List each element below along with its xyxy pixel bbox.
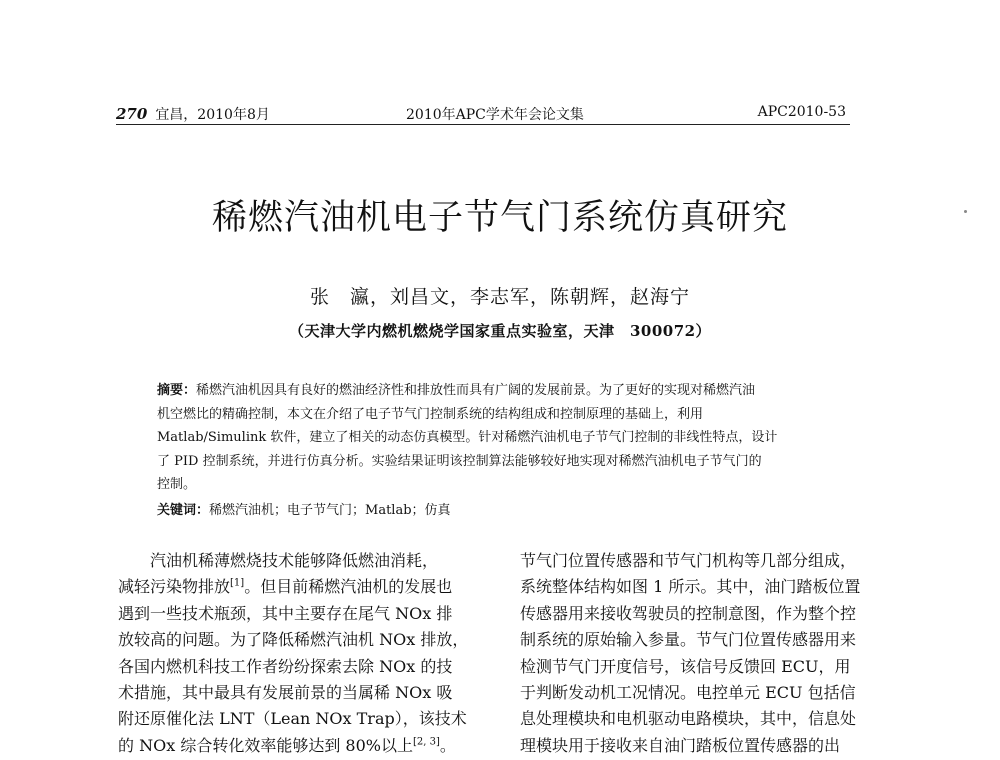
keywords-label: 关键词：: [157, 503, 210, 518]
keywords-text: 稀燃汽油机；电子节气门；Matlab；仿真: [209, 503, 451, 518]
body-right-line: 制系统的原始输入参量。节气门位置传感器用来: [520, 630, 857, 650]
paper-title: 稀燃汽油机电子节气门系统仿真研究: [211, 198, 788, 238]
citation-ref: [1]: [230, 578, 245, 590]
abstract-line-5: 控制。: [157, 477, 197, 492]
header-rule: [116, 124, 850, 125]
body-column-right: [520, 548, 892, 759]
header-proceedings: 2010年APC学术年会论文集: [406, 107, 584, 123]
body-right-line: 息处理模块和电机驱动电路模块，其中，信息处: [520, 709, 857, 729]
body-left-line: 遇到一些技术瓶颈，其中主要存在尾气 NOx 排: [118, 603, 453, 623]
header-location-date: 宜昌，2010年8月: [155, 107, 270, 123]
body-right-line: 于判断发动机工况情况。电控单元 ECU 包括信: [520, 683, 856, 703]
body-left-line: 附还原催化法 LNT（Lean NOx Trap），该技术: [118, 709, 467, 729]
keywords: [157, 500, 847, 522]
body-right-line: 检测节气门开度信号，该信号反馈回 ECU，用: [520, 656, 851, 676]
body-right-line: 节气门位置传感器和节气门机构等几部分组成，: [520, 551, 857, 570]
body-column-left: [118, 548, 490, 759]
body-left-line: 术措施，其中最具有发展前景的当属稀 NOx 吸: [118, 683, 453, 703]
body-left-line: 的 NOx 综合转化效率能够达到 80%以上[2, 3]。: [118, 735, 456, 755]
citation-ref: [2, 3]: [412, 736, 440, 748]
header-paper-id: APC2010-53: [757, 104, 846, 120]
body-left-line: 汽油机稀薄燃烧技术能够降低燃油消耗，: [150, 551, 439, 570]
body-right-line: 系统整体结构如图 1 所示。其中，油门踏板位置: [520, 577, 861, 597]
paper-authors: 张 瀛，刘昌文，李志军，陈朝辉，赵海宁: [309, 286, 690, 308]
body-left-line: 减轻污染物排放[1]。但目前稀燃汽油机的发展也: [118, 577, 453, 597]
page-number: 270: [116, 105, 148, 123]
abstract: [157, 379, 847, 497]
abstract-label: 摘要：: [157, 383, 197, 398]
body-left-line: 放较高的问题。为了降低稀燃汽油机 NOx 排放，: [118, 630, 469, 650]
paper-affiliation: （天津大学内燃机燃烧学国家重点实验室，天津 300072）: [288, 322, 712, 340]
body-right-line: 理模块用于接收来自油门踏板位置传感器的出: [520, 735, 841, 755]
body-left-line: 各国内燃机科技工作者纷纷探索去除 NOx 的技: [118, 656, 453, 676]
abstract-line-1: 稀燃汽油机因具有良好的燃油经济性和排放性而具有广阔的发展前景。为了更好的实现对稀燃汽油: [196, 383, 756, 398]
header-left: [116, 104, 270, 124]
abstract-line-4: 了 PID 控制系统，并进行仿真分析。实验结果证明该控制算法能够较好地实现对稀燃汽油机电子节气门的: [157, 453, 762, 469]
abstract-line-3: Matlab/Simulink 软件，建立了相关的动态仿真模型。针对稀燃汽油机电子节气门控制的非线性特点，设计: [157, 430, 778, 445]
body-right-line: 传感器用来接收驾驶员的控制意图，作为整个控: [520, 603, 857, 623]
running-header: [116, 104, 846, 126]
abstract-line-2: 机空燃比的精确控制，本文在介绍了电子节气门控制系统的结构组成和控制原理的基础上，利用: [157, 406, 704, 422]
